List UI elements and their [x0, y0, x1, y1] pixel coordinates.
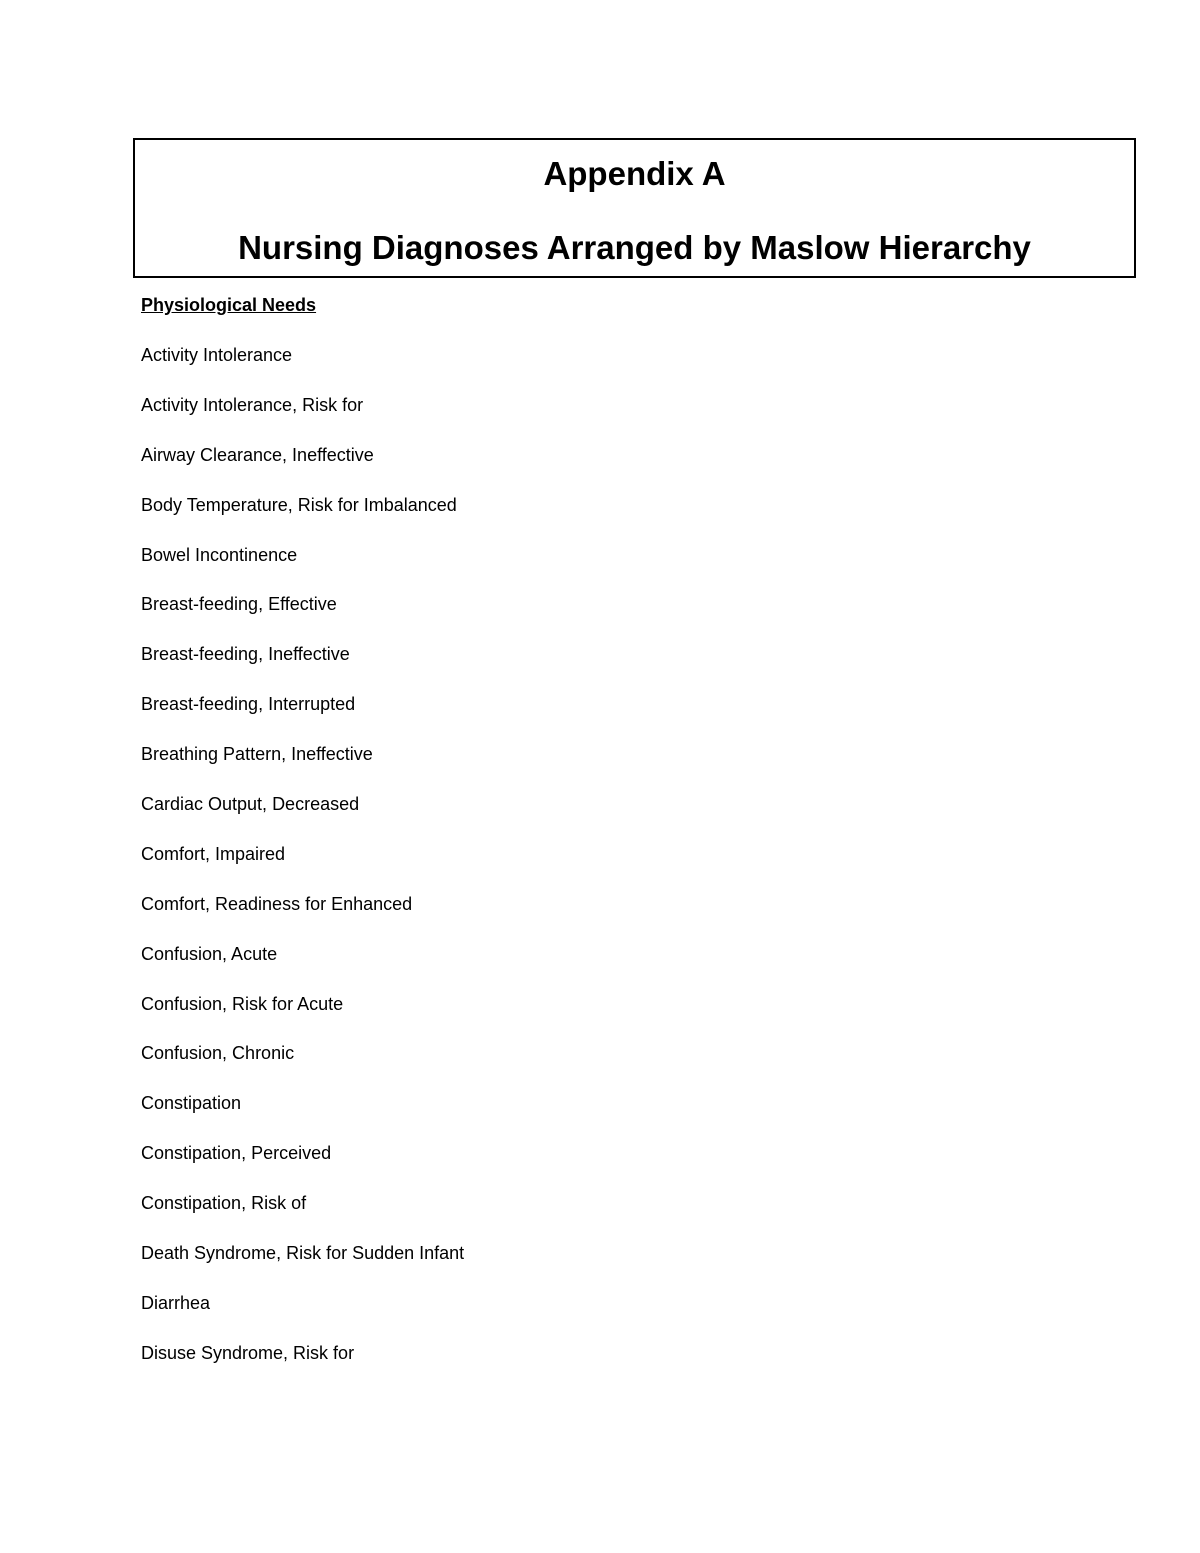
diagnosis-item: Disuse Syndrome, Risk for	[141, 1342, 355, 1363]
diagnosis-item: Death Syndrome, Risk for Sudden Infant	[141, 1243, 465, 1264]
diagnosis-item: Diarrhea	[141, 1292, 211, 1313]
appendix-title: Appendix A	[543, 155, 726, 192]
diagnosis-item: Constipation, Perceived	[141, 1143, 332, 1164]
diagnosis-item: Constipation, Risk of	[141, 1193, 307, 1214]
diagnosis-item: Comfort, Impaired	[141, 843, 286, 864]
diagnosis-item: Cardiac Output, Decreased	[141, 794, 360, 815]
appendix-subtitle: Nursing Diagnoses Arranged by Maslow Hierarchy	[238, 229, 1031, 266]
diagnosis-item: Confusion, Chronic	[141, 1043, 295, 1064]
diagnosis-list	[141, 343, 464, 1391]
diagnosis-item: Bowel Incontinence	[141, 544, 298, 565]
diagnosis-item: Breast-feeding, Effective	[141, 594, 337, 615]
title-box	[133, 138, 1136, 278]
diagnosis-item: Comfort, Readiness for Enhanced	[141, 893, 413, 914]
section-heading: Physiological Needs	[141, 295, 317, 315]
diagnosis-item: Activity Intolerance, Risk for	[141, 394, 364, 415]
diagnosis-item: Confusion, Acute	[141, 943, 278, 964]
diagnosis-item: Breast-feeding, Interrupted	[141, 694, 356, 715]
diagnosis-item: Breathing Pattern, Ineffective	[141, 744, 373, 765]
diagnosis-item: Activity Intolerance	[141, 345, 293, 365]
diagnosis-item: Body Temperature, Risk for Imbalanced	[141, 494, 457, 515]
diagnosis-item: Confusion, Risk for Acute	[141, 993, 344, 1014]
diagnosis-item: Airway Clearance, Ineffective	[141, 444, 374, 465]
diagnosis-item: Constipation	[141, 1093, 242, 1114]
diagnosis-item: Breast-feeding, Ineffective	[141, 644, 350, 665]
